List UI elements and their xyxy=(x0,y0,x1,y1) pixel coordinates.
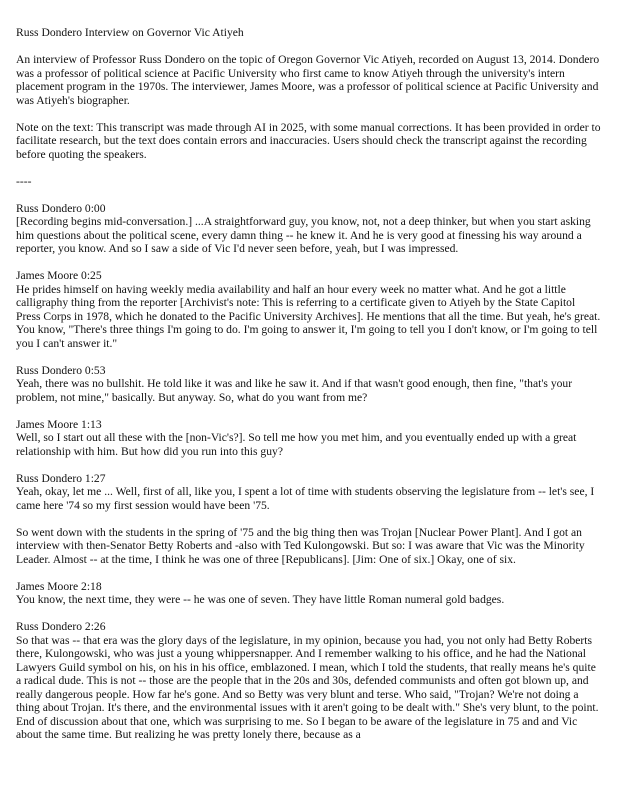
transcript-segment xyxy=(16,526,602,567)
transcript-segment xyxy=(16,418,602,459)
segment-text: [Recording begins mid-conversation.] ...A straightforward guy, you know, not, not a deep thinker, but when you start asking him questions about the political scene, every damn thing -- he knew it. And he is very good at finessing his way around a reporter, you know. And so I saw a side of Vic I'd never seen before, yeah, but I was impressed. xyxy=(16,215,591,255)
segment-text: So that was -- that era was the glory days of the legislature, in my opinion, because you had, you not only had Betty Roberts there, Kulongowski, who was just a young whippersnapper. And I remember walking to his office, and he had the National Lawyers Guild symbol on his, on his in his office, emblazoned. I mean, which I told the students, that really means he's quite a radical dude. This is not -- those are the people that in the 20s and 30s, defended communists and often got blown up, and really dangerous people. How far he's gone. And so Betty was very blunt and terse. Who said, "Trojan? We're not doing a thing about Trojan. It's there, and the environmental issues with it aren't going to be dealt with." She's very blunt, to the point. End of discussion about that one, which was surprising to me. So I began to be aware of the legislature in 75 and and Vic about the same time. But realizing he was pretty lonely there, because as a xyxy=(16,633,599,741)
speaker-timestamp: Russ Dondero 0:53 xyxy=(16,363,106,377)
transcript-segment xyxy=(16,620,602,742)
transcript-segment xyxy=(16,580,602,607)
speaker-timestamp: Russ Dondero 0:00 xyxy=(16,201,106,215)
transcript-segment xyxy=(16,472,602,513)
transcript-segment xyxy=(16,364,602,405)
note-paragraph: Note on the text: This transcript was made through AI in 2025, with some manual corrections. It has been provided in order to facilitate research, but the text does contain errors and inaccuracies. Users should check the transcript against the recording before quoting the speakers. xyxy=(16,120,601,161)
document-title: Russ Dondero Interview on Governor Vic Atiyeh xyxy=(16,26,244,39)
segment-text: You know, the next time, they were -- he was one of seven. They have little Roman numeral gold badges. xyxy=(16,593,505,606)
speaker-timestamp: James Moore 1:13 xyxy=(16,417,102,431)
separator: ---- xyxy=(16,174,32,188)
speaker-timestamp: Russ Dondero 2:26 xyxy=(16,620,106,633)
segment-text: Yeah, okay, let me ... Well, first of all, like you, I spent a lot of time with students observing the legislature from -- let's see, I came here '74 so my first session would have been '75. xyxy=(16,485,595,512)
intro-paragraph: An interview of Professor Russ Dondero on the topic of Oregon Governor Vic Atiyeh, recorded on August 13, 2014. Dondero was a professor of political science at Pacific University who first came to know Atiyeh through the university's intern placement program in the 1970s. The interviewer, James Moore, was a professor of political science at Pacific University and was Atiyeh's biographer. xyxy=(16,53,600,107)
transcript-segment xyxy=(16,269,602,350)
segment-text: Well, so I start out all these with the [non-Vic's?]. So tell me how you met him, and you eventually ended up with a great relationship with him. But how did you run into this guy? xyxy=(16,431,577,458)
speaker-timestamp: Russ Dondero 1:27 xyxy=(16,471,106,485)
segment-text: He prides himself on having weekly media availability and half an hour every week no matter what. And he got a little calligraphy thing from the reporter [Archivist's note: This is referring to a certificate given to Atiyeh by the State Capitol Press Corps in 1978, which he donated to the Pacific University Archives]. He mentions that all the time. But yeah, he's great. You know, "There's three things I'm going to do. I'm going to answer it, I'm going to tell you I don't know, or I'm going to tell you I can't answer it." xyxy=(16,282,601,350)
segment-text: So went down with the students in the spring of '75 and the big thing then was Trojan [Nuclear Power Plant]. And I got an interview with then-Senator Betty Roberts and -also with Ted Kulongowski. But so: I was aware that Vic was the Minority Leader. Almost -- at the time, I think he was one of three [Republicans]. [Jim: One of six.] Okay, one of six. xyxy=(16,525,585,566)
transcript-segment xyxy=(16,202,602,256)
segment-text: Yeah, there was no bullshit. He told like it was and like he saw it. And if that wasn't good enough, then fine, "that's your problem, not mine," basically. But anyway. So, what do you want from me? xyxy=(16,377,573,404)
speaker-timestamp: James Moore 0:25 xyxy=(16,269,102,282)
speaker-timestamp: James Moore 2:18 xyxy=(16,579,102,593)
